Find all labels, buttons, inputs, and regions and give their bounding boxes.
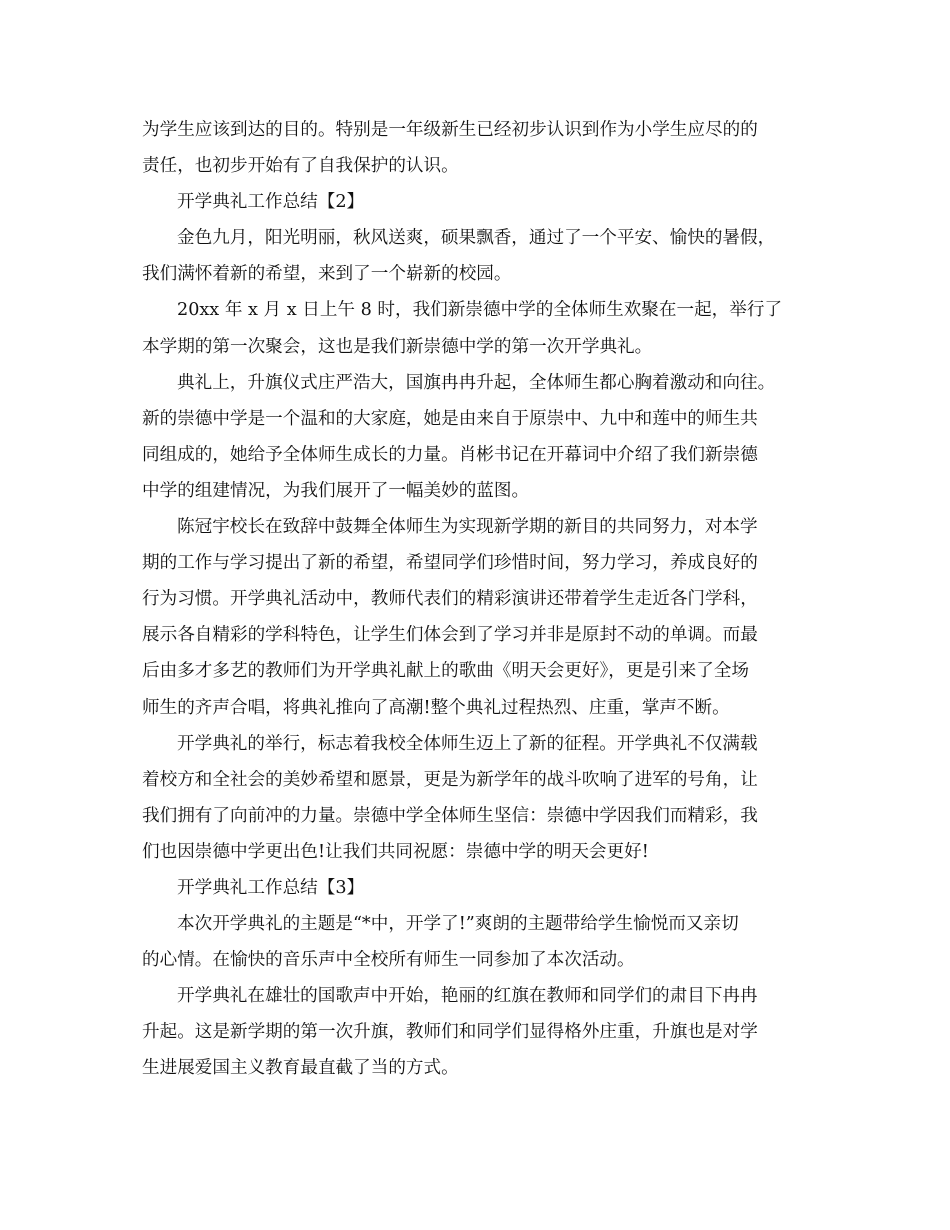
text-line: 金色九月，阳光明丽，秋风送爽，硕果飘香，通过了一个平安、愉快的暑假， bbox=[177, 228, 776, 249]
text-line: 开学典礼在雄壮的国歌声中开始，艳丽的红旗在教师和同学们的肃目下冉冉 bbox=[177, 986, 758, 1007]
text-line: 本次开学典礼的主题是“*中，开学了!”爽朗的主题带给学生愉悦而又亲切 bbox=[177, 914, 739, 935]
text-line: 行为习惯。开学典礼活动中，教师代表们的精彩演讲还带着学生走近各门学科， bbox=[142, 589, 758, 610]
text-line: 着校方和全社会的美妙希望和愿景，更是为新学年的战斗吹响了进军的号角，让 bbox=[142, 769, 758, 790]
text-line: 生进展爱国主义教育最直截了当的方式。 bbox=[142, 1058, 459, 1079]
text-line: 典礼上，升旗仪式庄严浩大，国旗冉冉升起，全体师生都心胸着激动和向往。 bbox=[177, 372, 776, 393]
text-line: 本学期的第一次聚会，这也是我们新崇德中学的第一次开学典礼。 bbox=[142, 336, 653, 357]
text-line: 陈冠宇校长在致辞中鼓舞全体师生为实现新学期的新目的共同努力，对本学 bbox=[177, 517, 758, 538]
document-body bbox=[142, 112, 804, 1087]
text-line: 20xx 年 x 月 x 日上午 8 时，我们新崇德中学的全体师生欢聚在一起，举行了 bbox=[177, 300, 783, 321]
text-line: 我们拥有了向前冲的力量。崇德中学全体师生坚信：崇德中学因我们而精彩，我 bbox=[142, 805, 758, 826]
text-line: 开学典礼工作总结【2】 bbox=[177, 192, 365, 213]
text-line: 后由多才多艺的教师们为开学典礼献上的歌曲《明天会更好》，更是引来了全场 bbox=[142, 661, 749, 682]
text-line: 同组成的，她给予全体师生成长的力量。肖彬书记在开幕词中介绍了我们新崇德 bbox=[142, 444, 758, 465]
text-line: 为学生应该到达的目的。特别是一年级新生已经初步认识到作为小学生应尽的的 bbox=[142, 120, 758, 140]
text-line: 的心情。在愉快的音乐声中全校所有师生一同参加了本次活动。 bbox=[142, 950, 635, 971]
text-line: 开学典礼工作总结【3】 bbox=[177, 877, 365, 898]
text-line: 责任，也初步开始有了自我保护的认识。 bbox=[142, 156, 459, 177]
text-line: 新的崇德中学是一个温和的大家庭，她是由来自于原崇中、九中和莲中的师生共 bbox=[142, 408, 758, 429]
text-line: 我们满怀着新的希望，来到了一个崭新的校园。 bbox=[142, 264, 512, 285]
text-line: 开学典礼的举行，标志着我校全体师生迈上了新的征程。开学典礼不仅满载 bbox=[177, 733, 758, 754]
text-line: 展示各自精彩的学科特色，让学生们体会到了学习并非是原封不动的单调。而最 bbox=[142, 625, 758, 646]
text-line: 期的工作与学习提出了新的希望，希望同学们珍惜时间，努力学习，养成良好的 bbox=[142, 553, 758, 574]
text-line: 师生的齐声合唱，将典礼推向了高潮!整个典礼过程热烈、庄重，掌声不断。 bbox=[142, 697, 730, 718]
text-line: 中学的组建情况，为我们展开了一幅美妙的蓝图。 bbox=[142, 480, 530, 501]
text-line: 们也因崇德中学更出色!让我们共同祝愿：崇德中学的明天会更好! bbox=[142, 841, 649, 862]
text-line: 升起。这是新学期的第一次升旗，教师们和同学们显得格外庄重，升旗也是对学 bbox=[142, 1022, 758, 1043]
